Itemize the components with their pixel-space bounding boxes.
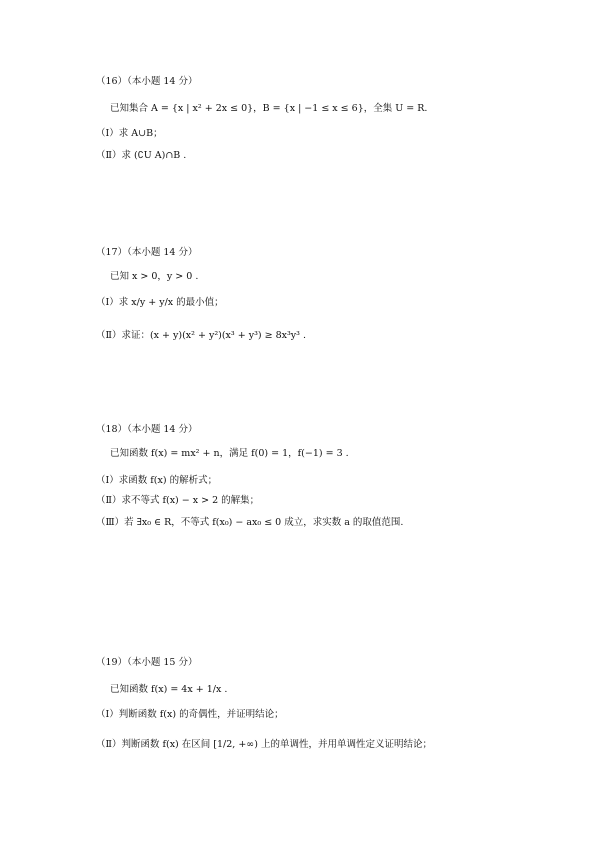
problem-16-part-1: （Ⅰ）求 A∪B； <box>96 128 163 139</box>
problem-19-part-2: （Ⅱ）判断函数 f(x) 在区间 [1/2, +∞) 上的单调性，并用单调性定义证明结论； <box>96 739 432 750</box>
problem-17-intro: 已知 x > 0，y > 0 . <box>110 271 199 282</box>
problem-18-part-1: （Ⅰ）求函数 f(x) 的解析式； <box>96 475 218 486</box>
problem-18-header: （18）（本小题 14 分） <box>96 424 198 435</box>
problem-16-intro: 已知集合 A = {x | x² + 2x ≤ 0}，B = {x | −1 ≤ x ≤ 6}，全集 U = R. <box>110 103 428 114</box>
problem-17-part-1: （Ⅰ）求 x/y + y/x 的最小值； <box>96 297 224 308</box>
problem-19-part-1: （Ⅰ）判断函数 f(x) 的奇偶性，并证明结论； <box>96 709 284 720</box>
problem-16-header: （16）（本小题 14 分） <box>96 76 198 87</box>
problem-18-intro: 已知函数 f(x) = mx² + n，满足 f(0) = 1，f(−1) = 3 . <box>110 448 349 459</box>
problem-18-part-2: （Ⅱ）求不等式 f(x) − x > 2 的解集； <box>96 495 260 506</box>
problem-16-part-2: （Ⅱ）求 (∁U A)∩B . <box>96 150 187 161</box>
problem-17-part-2: （Ⅱ）求证：(x + y)(x² + y²)(x³ + y³) ≥ 8x³y³ . <box>96 330 307 341</box>
problem-17-header: （17）（本小题 14 分） <box>96 247 198 258</box>
problem-19-intro: 已知函数 f(x) = 4x + 1/x . <box>110 684 228 695</box>
problem-18-part-3: （Ⅲ）若 ∃x₀ ∈ R，不等式 f(x₀) − ax₀ ≤ 0 成立，求实数 a 的取值范围. <box>96 517 404 528</box>
problem-19-header: （19）（本小题 15 分） <box>96 657 198 668</box>
